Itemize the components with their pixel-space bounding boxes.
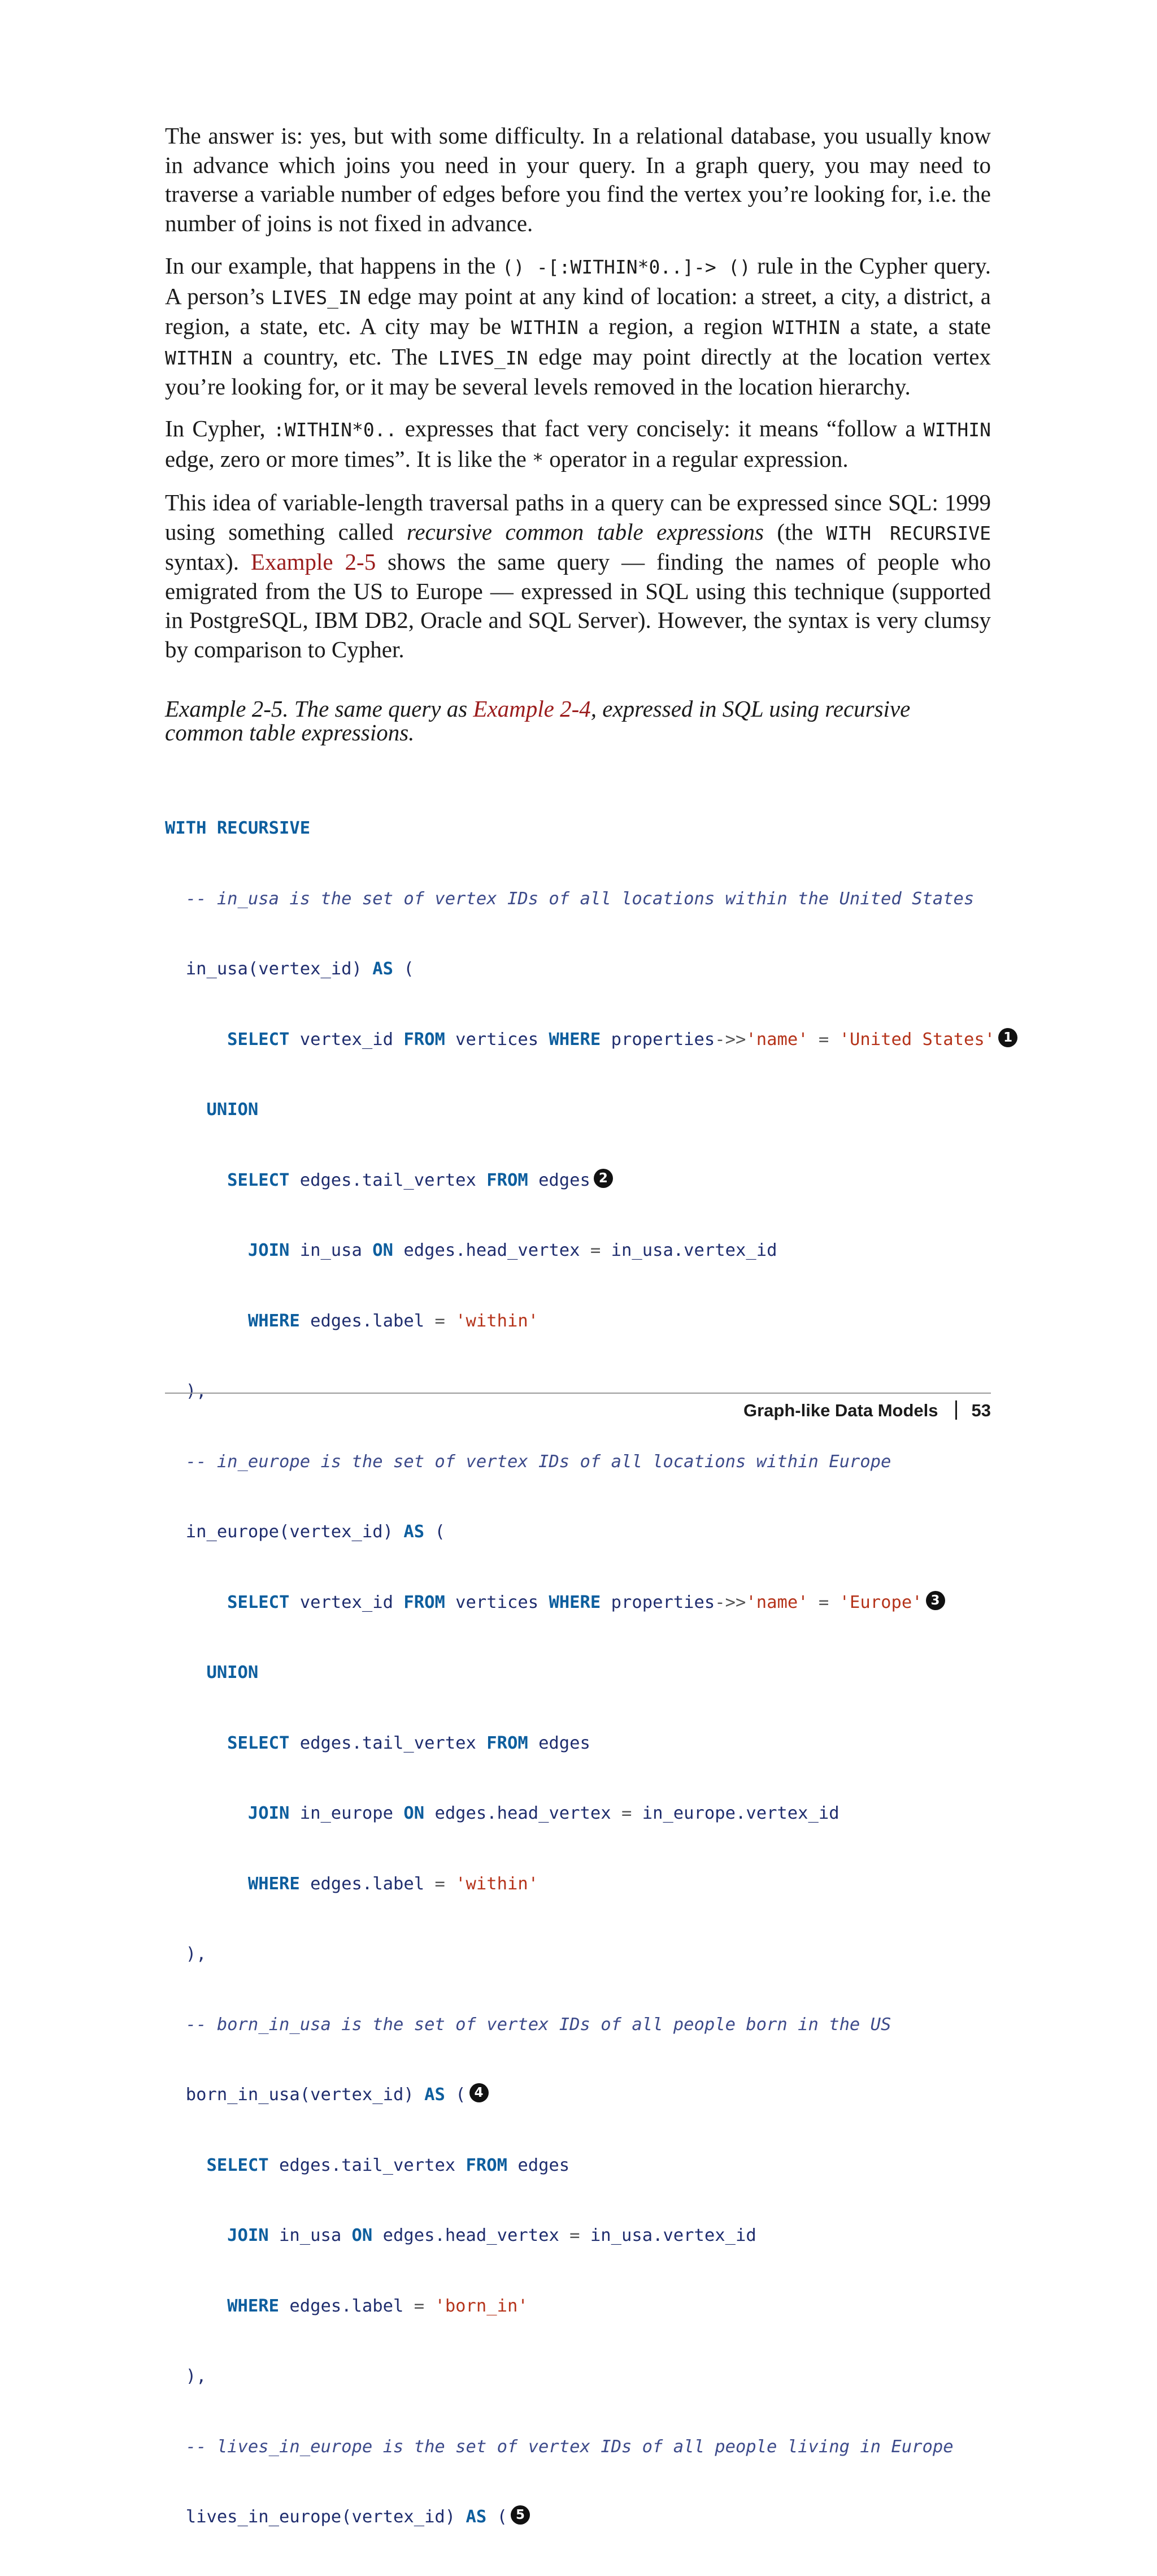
comment: -- in_europe is the set of vertex IDs of all locations within Europe [165, 1451, 891, 1472]
identifier: edges.tail_vertex [289, 1733, 487, 1753]
identifier: edges.tail_vertex [268, 2155, 466, 2175]
footer-section-title: Graph-like Data Models [743, 1400, 938, 1420]
identifier: edges.head_vertex [393, 1241, 590, 1260]
identifier: edges [528, 1170, 590, 1190]
identifier: in_usa.vertex_id [601, 1241, 777, 1260]
keyword: UNION [165, 1100, 259, 1120]
inline-code: * [532, 449, 543, 471]
code-line [165, 1661, 991, 1685]
paragraph-1-text: The answer is: yes, but with some difficulty. In a relational database, you usually know in advance which joins you need in your query. In a graph query, you may need to traverse a variable number of edges before you find the vertex you’re looking for, i.e. the number of joins is not fixed in advance. [165, 123, 991, 236]
text: a country, etc. The [232, 343, 438, 370]
operator: = [569, 2226, 580, 2245]
code-line [165, 2083, 991, 2107]
code-line [165, 957, 991, 981]
inline-code: :WITHIN*0.. [273, 419, 397, 441]
keyword: FROM [466, 2155, 507, 2175]
code-line [165, 2295, 991, 2318]
keyword: FROM [486, 1170, 528, 1190]
operator: = [808, 1592, 840, 1612]
text: a region, a region [578, 313, 773, 339]
text: (the [763, 518, 827, 545]
text: This idea of variable-length traversal paths in a query can be expressed since SQL: 1999 using something called [165, 489, 991, 545]
identifier: in_europe.vertex_id [632, 1803, 840, 1823]
operator: = [621, 1803, 632, 1823]
punctuation: ), [165, 1944, 207, 1964]
code-listing [165, 770, 1013, 2576]
operator: = [808, 1029, 840, 1050]
text: In our example, that happens in the [165, 253, 502, 279]
code-line [165, 1380, 991, 1403]
callout-4-icon: 4 [469, 2083, 489, 2102]
operator: ->> [715, 1592, 746, 1612]
inline-code: WITHIN [772, 316, 840, 339]
text: a state, a state [840, 313, 991, 339]
text: In Cypher, [165, 415, 273, 441]
identifier: properties [601, 1029, 715, 1050]
identifier: edges.tail_vertex [289, 1170, 487, 1190]
code-line [165, 1450, 991, 1474]
identifier: edges.head_vertex [372, 2226, 570, 2245]
callout-5-icon: 5 [511, 2505, 530, 2525]
identifier: in_europe [289, 1803, 404, 1823]
keyword: AS [466, 2507, 487, 2527]
code-line [165, 1239, 991, 1263]
identifier: vertex_id [289, 1029, 404, 1050]
punctuation: ), [165, 2366, 207, 2386]
operator: = [434, 1311, 445, 1331]
string: 'Europe' [839, 1592, 923, 1612]
page-number: 53 [971, 1400, 991, 1420]
code-line [165, 1802, 991, 1825]
text: shows the same query — finding the names of people who emigrated from the US to Europe — expressed in SQL using this technique (supported in PostgreSQL, IBM DB2, Oracle and SQL Server). However, the syntax is very clumsy by comparison to Cypher. [165, 549, 991, 662]
punctuation: ( [486, 2507, 507, 2527]
code-line [165, 1942, 991, 1966]
paragraph-3 [165, 414, 991, 475]
keyword: AS [372, 959, 393, 979]
identifier: edges.head_vertex [424, 1803, 621, 1823]
inline-code: LIVES_IN [271, 286, 361, 309]
keyword: WITH RECURSIVE [165, 818, 311, 838]
keyword: SELECT [165, 1592, 290, 1612]
keyword: ON [372, 1241, 393, 1260]
code-line [165, 817, 991, 840]
keyword: ON [403, 1803, 425, 1823]
keyword: SELECT [165, 1029, 290, 1050]
keyword: AS [424, 2085, 445, 2105]
code-line [165, 2435, 991, 2459]
keyword: FROM [403, 1029, 445, 1050]
string: 'name' [746, 1592, 808, 1612]
identifier: lives_in_europe(vertex_id) [165, 2507, 466, 2527]
inline-code: () -[:WITHIN*0..]-> () [502, 256, 751, 278]
text: edge may point directly at the location vertex you’re looking for, or it may be several levels removed in the location hierarchy. [165, 343, 991, 400]
emphasis: recursive common table expressions [406, 518, 764, 545]
code-line [165, 2224, 991, 2248]
code-line [165, 1309, 991, 1333]
inline-code: WITHIN [511, 316, 578, 339]
code-line [165, 1591, 991, 1615]
keyword: FROM [403, 1592, 445, 1612]
identifier: edges.label [279, 2296, 414, 2316]
keyword: JOIN [165, 2226, 269, 2245]
identifier: vertex_id [289, 1592, 404, 1612]
text: operator in a regular expression. [543, 445, 849, 472]
inline-code: WITHIN [923, 419, 991, 441]
punctuation: ( [424, 1522, 445, 1542]
identifier: edges.label [299, 1311, 435, 1331]
example-2-5-link[interactable]: Example 2-5 [250, 549, 376, 575]
identifier: in_usa [268, 2226, 352, 2245]
operator: = [434, 1874, 445, 1894]
keyword: UNION [165, 1663, 259, 1682]
inline-code: LIVES_IN [438, 346, 528, 369]
comment: -- in_usa is the set of vertex IDs of all locations within the United States [165, 888, 975, 909]
caption-text: Example 2-5. The same query as [165, 696, 473, 722]
operator: = [590, 1241, 601, 1260]
keyword: WHERE [165, 1874, 300, 1894]
punctuation: ), [165, 1381, 207, 1401]
identifier: born_in_usa(vertex_id) [165, 2085, 425, 2105]
code-line [165, 1732, 991, 1755]
callout-2-icon: 2 [594, 1169, 613, 1188]
text: edge may point at any kind of location: a street, a city, a district, a region, a state, etc. A city may be [165, 283, 991, 339]
inline-code: WITHIN [165, 346, 233, 369]
string: 'within' [445, 1311, 539, 1331]
operator: ->> [715, 1029, 746, 1050]
identifier: in_usa.vertex_id [580, 2226, 756, 2245]
text: expresses that fact very concisely: it means “follow a [397, 415, 924, 441]
keyword: JOIN [165, 1241, 290, 1260]
text: syntax). [165, 549, 251, 575]
punctuation: ( [393, 959, 414, 979]
code-line [165, 1520, 991, 1544]
punctuation: ( [445, 2085, 466, 2105]
keyword: WHERE [549, 1029, 601, 1050]
string: 'name' [746, 1029, 808, 1050]
paragraph-1 [165, 122, 991, 238]
page-footer [743, 1400, 991, 1421]
identifier: edges.label [299, 1874, 435, 1894]
identifier: in_usa(vertex_id) [165, 959, 373, 979]
comment: -- lives_in_europe is the set of vertex IDs of all people living in Europe [165, 2436, 954, 2457]
caption-text: , expressed in SQL using recursive common table expressions. [165, 696, 911, 745]
code-line [165, 2505, 991, 2529]
footer-separator [955, 1400, 957, 1420]
identifier: in_usa [289, 1241, 373, 1260]
callout-3-icon: 3 [926, 1591, 945, 1610]
example-2-4-link[interactable]: Example 2-4 [473, 696, 591, 722]
footer-rule [165, 1393, 991, 1394]
identifier: vertices [445, 1029, 549, 1050]
keyword: WHERE [549, 1592, 601, 1612]
code-line [165, 1098, 991, 1122]
inline-code: WITH RECURSIVE [826, 522, 991, 544]
code-line [165, 2365, 991, 2388]
code-line [165, 1872, 991, 1896]
keyword: SELECT [165, 1733, 290, 1753]
code-line [165, 2154, 991, 2178]
code-line [165, 2013, 991, 2037]
paragraph-2 [165, 251, 991, 402]
keyword: FROM [486, 1733, 528, 1753]
identifier: edges [507, 2155, 570, 2175]
code-line [165, 1169, 991, 1192]
example-caption [165, 697, 991, 744]
keyword: WHERE [165, 1311, 300, 1331]
string: 'United States' [839, 1029, 995, 1050]
text: edge, zero or more times”. It is like the [165, 445, 533, 472]
callout-1-icon: 1 [998, 1028, 1017, 1047]
keyword: WHERE [165, 2296, 279, 2316]
keyword: SELECT [165, 2155, 269, 2175]
string: 'within' [445, 1874, 539, 1894]
string: 'born_in' [424, 2296, 528, 2316]
keyword: ON [351, 2226, 373, 2245]
operator: = [414, 2296, 425, 2316]
code-line [165, 887, 991, 911]
keyword: SELECT [165, 1170, 290, 1190]
comment: -- born_in_usa is the set of vertex IDs of all people born in the US [165, 2014, 891, 2035]
identifier: properties [601, 1592, 715, 1612]
identifier: in_europe(vertex_id) [165, 1522, 404, 1542]
code-line [165, 1028, 1013, 1052]
paragraph-4 [165, 488, 991, 664]
text: rule in the Cypher query. A person’s [165, 253, 991, 309]
identifier: vertices [445, 1592, 549, 1612]
keyword: AS [403, 1522, 425, 1542]
keyword: JOIN [165, 1803, 290, 1823]
identifier: edges [528, 1733, 590, 1753]
